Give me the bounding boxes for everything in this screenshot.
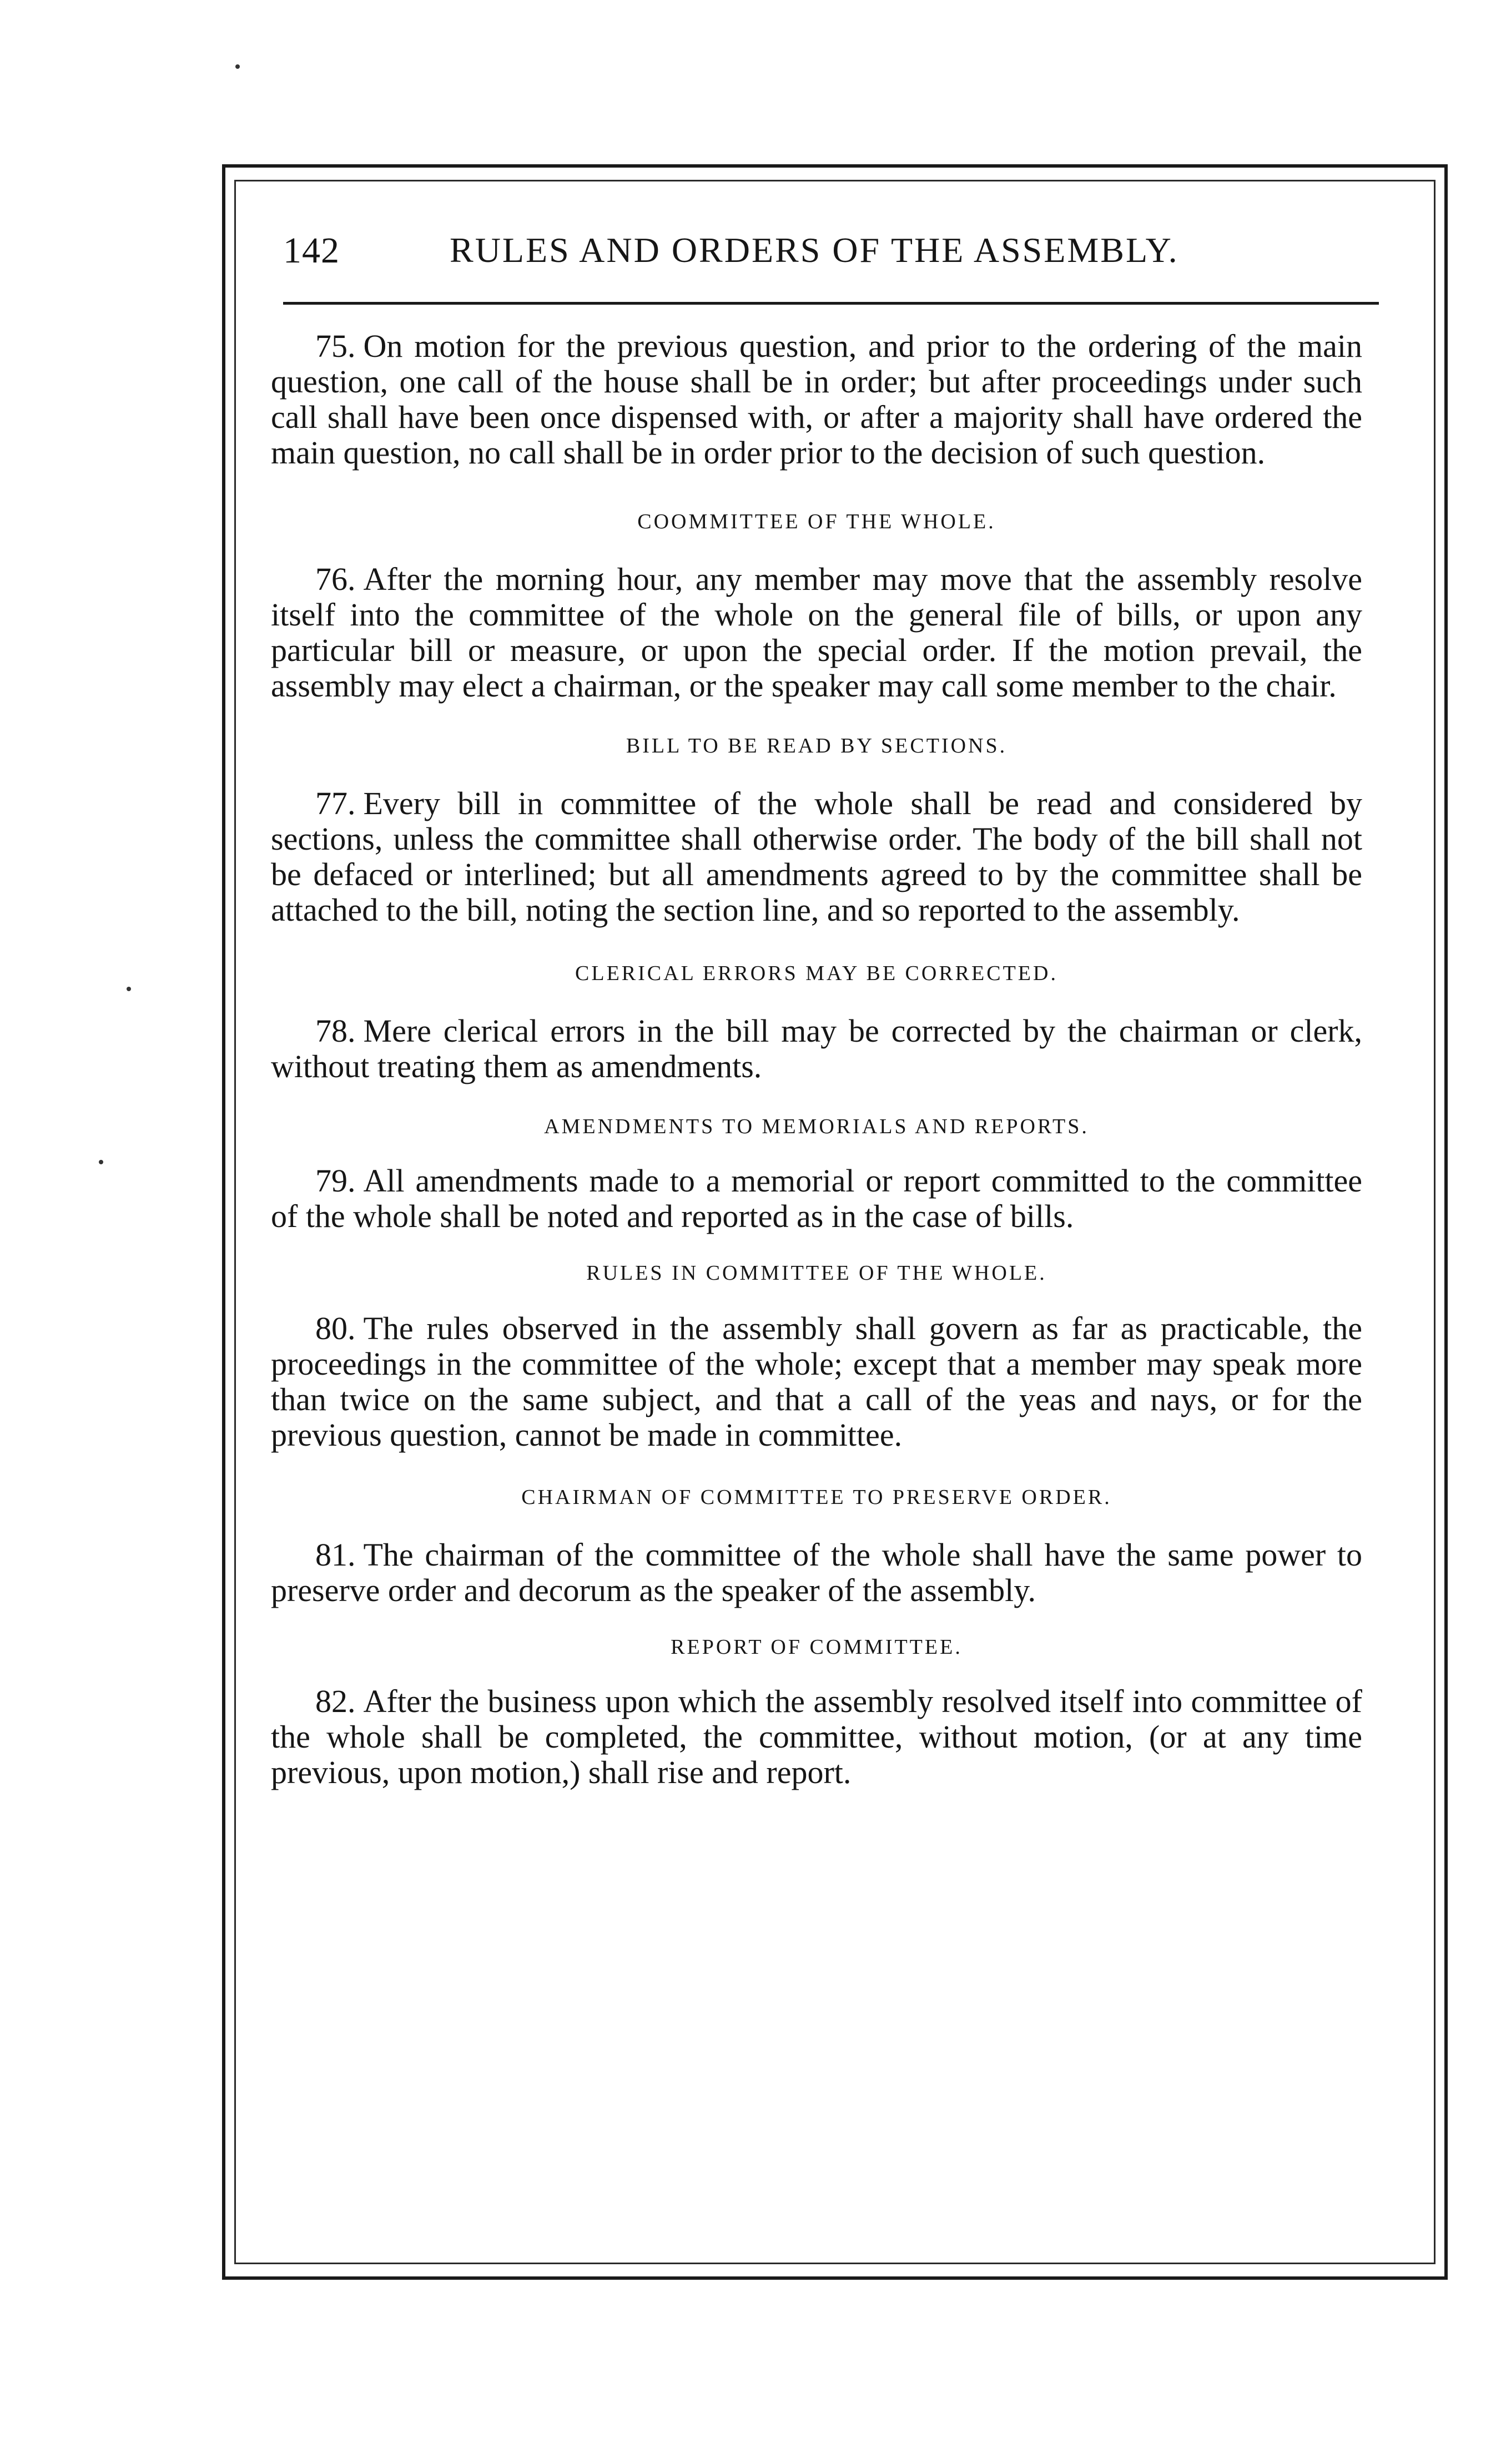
section-heading-chairman-preserve-order: CHAIRMAN OF COMMITTEE TO PRESERVE ORDER. xyxy=(521,1486,1112,1509)
rule-number: 75. xyxy=(315,328,356,364)
section-heading-clerical-errors: CLERICAL ERRORS MAY BE CORRECTED. xyxy=(575,962,1058,985)
rule-number: 79. xyxy=(315,1163,356,1199)
page-header xyxy=(283,219,1382,285)
section-heading-bill-read-by-sections: BILL TO BE READ BY SECTIONS. xyxy=(626,734,1008,758)
rule-text: Mere clerical errors in the bill may be corrected by the chairman or clerk, without treating them as amendments. xyxy=(271,1013,1362,1084)
rule-text: The chairman of the committee of the whole shall have the same power to preserve order and decorum as the speaker of the assembly. xyxy=(271,1537,1362,1608)
stray-ink-dot xyxy=(235,64,240,69)
section-heading-committee-of-the-whole: COOMMITTEE OF THE WHOLE. xyxy=(637,510,996,533)
stray-ink-dot xyxy=(127,987,131,991)
rule-text: After the morning hour, any member may move that the assembly resolve itself into the committee of the whole on the general file of bills, or upon any particular bill or measure, or upon the special order. If the motion prevail, the assembly may elect a chairman, or the speaker may call some member to the chair. xyxy=(271,561,1362,704)
header-divider xyxy=(283,302,1379,305)
rule-80 xyxy=(271,1311,1362,1453)
page-content xyxy=(271,317,1362,1790)
rule-number: 76. xyxy=(315,561,356,597)
running-title: RULES AND ORDERS OF THE ASSEMBLY. xyxy=(450,230,1179,270)
rule-text: After the business upon which the assembly resolved itself into committee of the whole shall be completed, the committee, without motion, (or at any time previous, upon motion,) shall rise and report. xyxy=(271,1683,1362,1790)
rule-number: 78. xyxy=(315,1013,356,1049)
rule-text: On motion for the previous question, and prior to the ordering of the main question, one call of the house shall be in order; but after proceedings under such call shall have been once dispensed with, or after a majority shall have ordered the main question, no call shall be in order prior to the decision of such question. xyxy=(271,328,1362,471)
section-heading-rules-in-committee: RULES IN COMMITTEE OF THE WHOLE. xyxy=(586,1261,1047,1285)
rule-number: 77. xyxy=(315,785,356,821)
rule-76 xyxy=(271,562,1362,704)
rule-number: 80. xyxy=(315,1310,356,1346)
rule-75 xyxy=(271,329,1362,471)
section-heading-amendments-memorials: AMENDMENTS TO MEMORIALS AND REPORTS. xyxy=(544,1115,1089,1138)
rule-82 xyxy=(271,1684,1362,1790)
page-number: 142 xyxy=(283,230,340,271)
rule-number: 81. xyxy=(315,1537,356,1573)
rule-81 xyxy=(271,1537,1362,1608)
section-heading-report-of-committee: REPORT OF COMMITTEE. xyxy=(671,1635,963,1659)
rule-text: Every bill in committee of the whole shall be read and considered by sections, unless the committee shall otherwise order. The body of the bill shall not be defaced or interlined; but all amendments agreed to by the committee shall be attached to the bill, noting the section line, and so reported to the assembly. xyxy=(271,785,1362,928)
rule-77 xyxy=(271,786,1362,928)
rule-number: 82. xyxy=(315,1683,356,1719)
rule-text: The rules observed in the assembly shall govern as far as practicable, the proceedings in the committee of the whole; except that a member may speak more than twice on the same subject, and that a call of the yeas and nays, or for the previous question, cannot be made in committee. xyxy=(271,1310,1362,1453)
rule-text: All amendments made to a memorial or report committed to the committee of the whole shall be noted and reported as in the case of bills. xyxy=(271,1163,1362,1234)
stray-ink-dot xyxy=(99,1160,103,1164)
rule-79 xyxy=(271,1163,1362,1234)
rule-78 xyxy=(271,1013,1362,1084)
